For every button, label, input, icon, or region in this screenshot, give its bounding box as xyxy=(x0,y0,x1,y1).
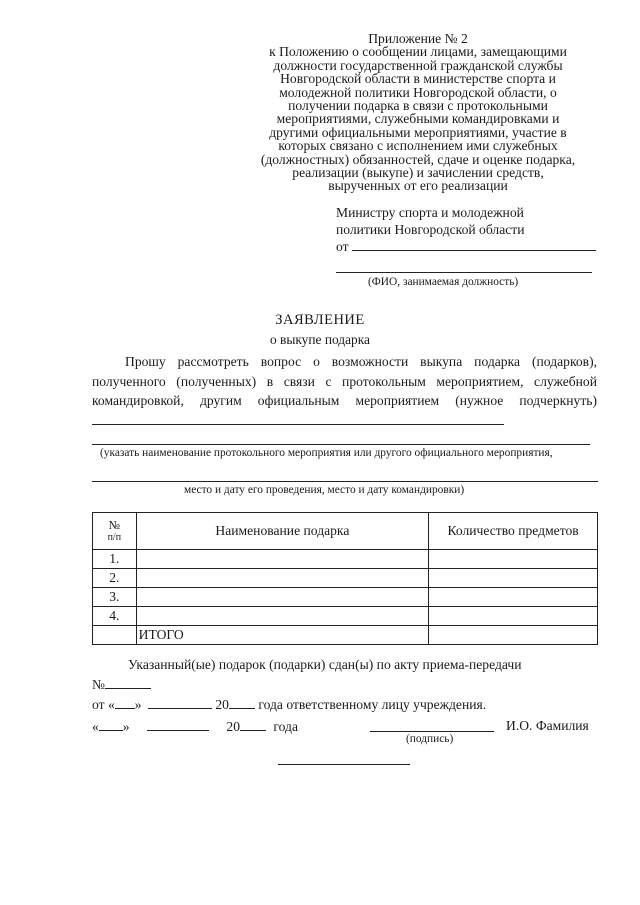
header-quantity: Количество предметов xyxy=(429,513,598,550)
header-num-label: п/п xyxy=(107,531,122,543)
sign-year-field[interactable] xyxy=(240,718,266,731)
gift-qty-cell[interactable] xyxy=(429,588,598,607)
table-row xyxy=(93,550,598,569)
document-title: ЗАЯВЛЕНИЕ xyxy=(275,312,365,328)
addressee-from-field[interactable] xyxy=(352,238,596,251)
appendix-line-2: должности государственной гражданской службы xyxy=(273,57,563,73)
addressee-from-label: от xyxy=(336,239,349,254)
sign-year-suffix: года xyxy=(273,719,298,734)
act-date-row xyxy=(92,696,486,713)
table-header-row xyxy=(93,513,598,550)
act-responsible-text: года ответственному лицу учреждения. xyxy=(258,697,487,712)
header-num xyxy=(93,513,137,550)
row-number: 2. xyxy=(93,569,137,588)
sign-month-field[interactable] xyxy=(147,718,209,731)
table-row xyxy=(93,588,598,607)
sign-day-field[interactable] xyxy=(99,718,123,731)
gift-qty-cell[interactable] xyxy=(429,569,598,588)
total-empty-cell xyxy=(93,626,137,645)
event-caption-1: (указать наименование протокольного мероприятия или другого официального мероприятия, xyxy=(100,447,553,459)
event-line-3[interactable] xyxy=(92,481,598,482)
addressee-second-line[interactable] xyxy=(336,272,592,273)
addressee-caption: (ФИО, занимаемая должность) xyxy=(368,276,519,288)
appendix-line-5: получении подарка в связи с протокольными xyxy=(288,98,548,114)
row-number: 3. xyxy=(93,588,137,607)
signature-line[interactable] xyxy=(370,731,494,732)
addressee-line-2: политики Новгородской области xyxy=(336,221,525,237)
request-text: Прошу рассмотреть вопрос о возможности выкупа подарка (подарков), полученного (полученных) в связи с протокольным мероприятием, служебной командировкой, другим официальным мероприятием (нужное подчеркнуть) xyxy=(92,354,597,408)
appendix-number: Приложение № 2 xyxy=(368,31,468,46)
act-date-close: » xyxy=(134,697,142,712)
appendix-line-10: реализации (выкупе) и зачислении средств, xyxy=(292,165,544,181)
act-date-open: от « xyxy=(92,697,115,712)
act-number-row xyxy=(92,676,151,693)
addressee-from-row xyxy=(336,238,600,256)
bottom-divider xyxy=(278,764,410,765)
event-name-field[interactable] xyxy=(92,412,504,425)
appendix-line-11: вырученных от его реализации xyxy=(328,178,508,194)
table-row xyxy=(93,569,598,588)
appendix-line-1: к Положению о сообщении лицами, замещающими xyxy=(269,44,567,60)
appendix-line-4: молодежной политики Новгородской области, о xyxy=(279,84,557,100)
signature-name: И.О. Фамилия xyxy=(506,718,589,733)
request-paragraph xyxy=(92,352,597,430)
appendix-line-9: (должностных) обязанностей, сдаче и оценке подарка, xyxy=(260,151,576,167)
sign-quote-close: » xyxy=(122,719,130,734)
total-qty-cell[interactable] xyxy=(429,626,598,645)
gift-name-cell[interactable] xyxy=(136,550,429,569)
document-subtitle: о выкупе подарка xyxy=(269,332,370,347)
act-number-field[interactable] xyxy=(105,676,151,689)
appendix-header xyxy=(238,32,598,193)
gift-name-cell[interactable] xyxy=(136,607,429,626)
appendix-line-6: мероприятиями, служебными командировками и xyxy=(276,111,560,127)
act-year-prefix: 20 xyxy=(215,697,229,712)
sign-quote-open: « xyxy=(92,719,99,734)
act-year-field[interactable] xyxy=(229,696,255,709)
signature-caption: (подпись) xyxy=(406,733,454,745)
addressee-block xyxy=(336,205,600,256)
act-month-field[interactable] xyxy=(148,696,212,709)
appendix-line-3: Новгородской области в министерстве спорта и xyxy=(280,71,556,87)
row-number: 1. xyxy=(93,550,137,569)
appendix-line-7: другими официальными мероприятиями, участие в xyxy=(269,124,567,140)
header-num-sign: № xyxy=(108,517,121,532)
gift-name-cell[interactable] xyxy=(136,569,429,588)
gifts-table xyxy=(92,512,598,645)
total-label: ИТОГО xyxy=(136,626,429,645)
event-line-2[interactable] xyxy=(92,444,590,445)
sign-year-prefix: 20 xyxy=(226,719,240,734)
addressee-line-1: Министру спорта и молодежной xyxy=(336,205,524,220)
act-day-field[interactable] xyxy=(115,696,135,709)
event-caption-2: место и дату его проведения, место и дату командировки) xyxy=(184,484,465,496)
gift-qty-cell[interactable] xyxy=(429,550,598,569)
appendix-line-8: которых связано с исполнением ими служебных xyxy=(278,138,558,154)
act-number-prefix: № xyxy=(92,677,105,692)
handover-paragraph: Указанный(ые) подарок (подарки) сдан(ы) по акту приема-передачи xyxy=(128,657,522,672)
table-row xyxy=(93,607,598,626)
gift-name-cell[interactable] xyxy=(136,588,429,607)
table-total-row xyxy=(93,626,598,645)
signature-date-row xyxy=(92,718,298,735)
gift-qty-cell[interactable] xyxy=(429,607,598,626)
row-number: 4. xyxy=(93,607,137,626)
header-gift-name: Наименование подарка xyxy=(136,513,429,550)
